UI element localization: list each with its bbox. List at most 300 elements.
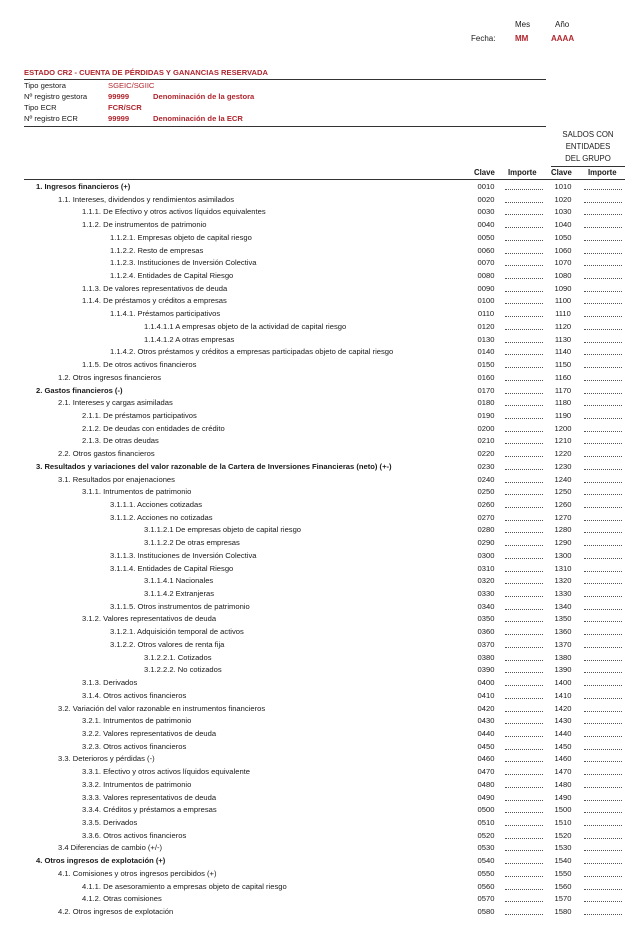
importe-grupo-field[interactable]: [584, 660, 622, 661]
row-label: 3.2. Variación del valor razonable en instrumentos financieros: [58, 703, 266, 713]
row-clave: 0170: [477, 385, 495, 395]
table-row: [0, 372, 639, 385]
importe-field[interactable]: [505, 850, 543, 851]
row-clave-grupo: 1350: [554, 614, 572, 624]
row-label: 3.1.2.2. Otros valores de renta fija: [110, 639, 225, 649]
row-clave-grupo: 1330: [554, 589, 572, 599]
col-importe-1: Importe: [508, 168, 537, 177]
row-clave: 0550: [477, 868, 495, 878]
table-row: [0, 626, 639, 639]
table-row: [0, 486, 639, 499]
importe-field[interactable]: [505, 774, 543, 775]
row-clave: 0130: [477, 334, 495, 344]
row-label: 1.1.4.1.1 A empresas objeto de la actividad de capital riesgo: [144, 321, 347, 331]
row-clave-grupo: 1480: [554, 779, 572, 789]
row-clave-grupo: 1520: [554, 830, 572, 840]
row-clave-grupo: 1100: [554, 296, 572, 306]
row-label: 3. Resultados y variaciones del valor razonable de la Cartera de Inversiones Financieras (neto) (+-): [36, 461, 392, 471]
row-clave-grupo: 1270: [554, 512, 572, 522]
row-clave: 0220: [477, 449, 495, 459]
importe-field[interactable]: [505, 647, 543, 648]
row-clave: 0110: [477, 309, 495, 319]
importe-grupo-field[interactable]: [584, 698, 622, 699]
table-row: [0, 206, 639, 219]
row-label: 4.1.2. Otras comisiones: [82, 894, 162, 904]
importe-grupo-field[interactable]: [584, 494, 622, 495]
row-clave: 0300: [477, 550, 495, 560]
row-clave: 0510: [477, 818, 495, 827]
importe-field[interactable]: [505, 596, 543, 597]
importe-field[interactable]: [505, 812, 543, 813]
importe-field[interactable]: [505, 456, 543, 457]
table-row: [0, 842, 639, 855]
importe-field[interactable]: [505, 723, 543, 724]
importe-grupo-field[interactable]: [584, 736, 622, 737]
row-label: 1.1.4.1. Préstamos participativos: [110, 309, 221, 319]
form-title: ESTADO CR2 - CUENTA DE PÉRDIDAS Y GANANCIAS RESERVADA: [24, 68, 269, 77]
row-clave-grupo: 1080: [554, 271, 572, 281]
importe-field[interactable]: [505, 825, 543, 826]
row-clave: 0370: [477, 639, 495, 649]
fecha-label: Fecha:: [471, 34, 496, 43]
table-row: [0, 639, 639, 652]
importe-field[interactable]: [505, 545, 543, 546]
row-label: 4. Otros ingresos de explotación (+): [36, 856, 166, 866]
table-row: [0, 219, 639, 232]
table-row: [0, 448, 639, 461]
importe-grupo-field[interactable]: [584, 583, 622, 584]
table-row: [0, 474, 639, 487]
row-clave: 0140: [477, 347, 495, 357]
importe-grupo-field[interactable]: [584, 787, 622, 788]
importe-field[interactable]: [505, 711, 543, 712]
table-row: [0, 397, 639, 410]
row-clave: 0400: [477, 678, 495, 688]
table-row: [0, 664, 639, 677]
row-clave: 0340: [477, 601, 495, 611]
table-row: [0, 245, 639, 258]
row-clave-grupo: 1500: [554, 805, 572, 815]
table-row: [0, 334, 639, 347]
table-row: [0, 321, 639, 334]
importe-grupo-field[interactable]: [584, 520, 622, 521]
importe-field[interactable]: [505, 316, 543, 317]
row-clave: 0190: [477, 410, 495, 420]
row-clave-grupo: 1170: [554, 385, 572, 395]
row-clave-grupo: 1130: [554, 334, 572, 344]
importe-grupo-field[interactable]: [584, 265, 622, 266]
importe-field[interactable]: [505, 749, 543, 750]
row-clave-grupo: 1510: [554, 818, 572, 827]
meta-value: 99999: [108, 114, 130, 123]
row-clave: 0480: [477, 779, 495, 789]
importe-grupo-field[interactable]: [584, 507, 622, 508]
row-clave: 0080: [477, 271, 495, 281]
row-clave: 0070: [477, 258, 495, 268]
row-clave-grupo: 1280: [554, 525, 572, 535]
importe-grupo-field[interactable]: [584, 418, 622, 419]
table-row: [0, 499, 639, 512]
row-clave: 0460: [477, 754, 495, 764]
row-clave-grupo: 1150: [554, 360, 572, 370]
row-clave-grupo: 1060: [554, 245, 572, 255]
row-clave: 0540: [477, 856, 495, 866]
group-header-rule: [551, 166, 625, 167]
importe-grupo-field[interactable]: [584, 800, 622, 801]
row-clave-grupo: 1400: [554, 678, 572, 688]
row-label: 3.1.1.1. Acciones cotizadas: [110, 500, 203, 509]
table-row: [0, 308, 639, 321]
row-label: 3.1.2.2.1. Cotizados: [144, 652, 212, 662]
importe-grupo-field[interactable]: [584, 354, 622, 355]
table-row: [0, 690, 639, 703]
row-clave: 0050: [477, 232, 495, 242]
importe-field[interactable]: [505, 532, 543, 533]
row-label: 2.1.2. De deudas con entidades de crédito: [82, 423, 225, 433]
table-row: [0, 893, 639, 906]
row-label: 1.1.4.2. Otros préstamos y créditos a empresas participadas objeto de capital riesgo: [110, 347, 394, 357]
importe-field[interactable]: [505, 278, 543, 279]
row-clave: 0270: [477, 512, 495, 522]
importe-field[interactable]: [505, 761, 543, 762]
col-clave-2: Clave: [551, 168, 572, 177]
importe-field[interactable]: [505, 227, 543, 228]
row-label: 1.1.3. De valores representativos de deuda: [82, 283, 228, 293]
meta-extra: Denominación de la gestora: [153, 92, 255, 101]
importe-grupo-field[interactable]: [584, 393, 622, 394]
row-label: 3.1.3. Derivados: [82, 678, 138, 688]
importe-grupo-field[interactable]: [584, 482, 622, 483]
importe-field[interactable]: [505, 558, 543, 559]
importe-grupo-field[interactable]: [584, 761, 622, 762]
row-clave: 0030: [477, 207, 495, 217]
meta-label: Nº registro gestora: [24, 92, 88, 101]
anio-label: Año: [555, 20, 570, 29]
row-clave-grupo: 1550: [554, 868, 572, 878]
table-row: [0, 385, 639, 398]
importe-field[interactable]: [505, 672, 543, 673]
importe-grupo-field[interactable]: [584, 723, 622, 724]
row-label: 3.3.1. Efectivo y otros activos líquidos equivalente: [82, 767, 251, 777]
row-label: 3.3.6. Otros activos financieros: [82, 830, 187, 840]
row-clave-grupo: 1140: [554, 347, 572, 357]
meta-value: SGEIC/SGIIC: [108, 81, 155, 90]
importe-field[interactable]: [505, 291, 543, 292]
importe-field[interactable]: [505, 367, 543, 368]
row-clave: 0160: [477, 372, 495, 382]
row-clave-grupo: 1190: [554, 410, 572, 420]
importe-grupo-field[interactable]: [584, 227, 622, 228]
row-label: 3.1.2. Valores representativos de deuda: [82, 614, 217, 624]
row-clave-grupo: 1090: [554, 283, 572, 293]
row-label: 3.1.1. Intrumentos de patrimonio: [82, 487, 192, 497]
row-clave: 0360: [477, 627, 495, 637]
importe-field[interactable]: [505, 329, 543, 330]
importe-field[interactable]: [505, 393, 543, 394]
row-label: 3.3.5. Derivados: [82, 818, 138, 827]
row-clave: 0260: [477, 500, 495, 509]
importe-grupo-field[interactable]: [584, 367, 622, 368]
row-clave-grupo: 1110: [555, 309, 571, 319]
importe-grupo-field[interactable]: [584, 634, 622, 635]
importe-grupo-field[interactable]: [584, 316, 622, 317]
importe-grupo-field[interactable]: [584, 863, 622, 864]
row-label: 1.2. Otros ingresos financieros: [58, 372, 161, 382]
importe-grupo-field[interactable]: [584, 545, 622, 546]
row-label: 3.1. Resultados por enajenaciones: [58, 474, 175, 484]
importe-field[interactable]: [505, 520, 543, 521]
meta-label: Tipo gestora: [24, 81, 66, 90]
row-label: 1.1.2.1. Empresas objeto de capital riesgo: [110, 232, 252, 242]
row-label: 1.1.2.3. Instituciones de Inversión Colectiva: [110, 258, 257, 268]
row-label: 1.1.4.1.2 A otras empresas: [144, 334, 235, 344]
table-row: [0, 537, 639, 550]
row-clave-grupo: 1430: [554, 716, 572, 726]
importe-field[interactable]: [505, 685, 543, 686]
importe-field[interactable]: [505, 634, 543, 635]
importe-field[interactable]: [505, 431, 543, 432]
importe-grupo-field[interactable]: [584, 749, 622, 750]
table-row: [0, 868, 639, 881]
row-clave-grupo: 1050: [554, 232, 572, 242]
row-clave: 0350: [477, 614, 495, 624]
row-clave-grupo: 1160: [554, 372, 572, 382]
importe-field[interactable]: [505, 405, 543, 406]
importe-grupo-field[interactable]: [584, 443, 622, 444]
importe-grupo-field[interactable]: [584, 329, 622, 330]
importe-field[interactable]: [505, 214, 543, 215]
row-clave: 0390: [477, 665, 495, 675]
row-clave-grupo: 1120: [554, 321, 572, 331]
table-row: [0, 677, 639, 690]
row-clave-grupo: 1030: [554, 207, 572, 217]
row-label: 3.1.2.1. Adquisición temporal de activos: [110, 627, 244, 637]
importe-field[interactable]: [505, 800, 543, 801]
row-label: 2.1.3. De otras deudas: [82, 436, 159, 446]
meta-rule: [24, 126, 546, 127]
importe-field[interactable]: [505, 482, 543, 483]
row-clave: 0530: [477, 843, 495, 853]
importe-grupo-field[interactable]: [584, 189, 622, 190]
table-row: [0, 194, 639, 207]
col-clave-1: Clave: [474, 168, 495, 177]
importe-field[interactable]: [505, 571, 543, 572]
importe-grupo-field[interactable]: [584, 621, 622, 622]
importe-field[interactable]: [505, 609, 543, 610]
importe-grupo-field[interactable]: [584, 914, 622, 915]
mes-label: Mes: [515, 20, 531, 29]
row-clave-grupo: 1200: [554, 423, 572, 433]
importe-field[interactable]: [505, 787, 543, 788]
importe-grupo-field[interactable]: [584, 456, 622, 457]
importe-field[interactable]: [505, 914, 543, 915]
importe-grupo-field[interactable]: [584, 469, 622, 470]
row-clave: 0090: [477, 283, 495, 293]
importe-field[interactable]: [505, 189, 543, 190]
table-row: [0, 753, 639, 766]
group-header-line: DEL GRUPO: [565, 154, 611, 163]
importe-grupo-field[interactable]: [584, 812, 622, 813]
row-label: 3.1.1.2.1 De empresas objeto de capital riesgo: [144, 525, 302, 535]
importe-field[interactable]: [505, 443, 543, 444]
row-clave-grupo: 1580: [554, 907, 572, 917]
importe-grupo-field[interactable]: [584, 571, 622, 572]
row-clave: 0010: [477, 182, 495, 191]
importe-field[interactable]: [505, 303, 543, 304]
importe-field[interactable]: [505, 265, 543, 266]
importe-grupo-field[interactable]: [584, 647, 622, 648]
table-row: [0, 703, 639, 716]
row-clave-grupo: 1570: [554, 894, 572, 904]
row-label: 3.1.1.2.2 De otras empresas: [144, 538, 240, 548]
table-row: [0, 715, 639, 728]
importe-grupo-field[interactable]: [584, 303, 622, 304]
importe-grupo-field[interactable]: [584, 253, 622, 254]
table-row: [0, 881, 639, 894]
row-label: 3.1.1.5. Otros instrumentos de patrimonio: [110, 601, 250, 611]
meta-extra: Denominación de la ECR: [153, 114, 243, 123]
importe-grupo-field[interactable]: [584, 825, 622, 826]
importe-grupo-field[interactable]: [584, 876, 622, 877]
row-clave: 0200: [477, 423, 495, 433]
importe-field[interactable]: [505, 380, 543, 381]
importe-field[interactable]: [505, 876, 543, 877]
importe-field[interactable]: [505, 838, 543, 839]
importe-grupo-field[interactable]: [584, 202, 622, 203]
table-row: [0, 804, 639, 817]
table-row: [0, 410, 639, 423]
row-clave-grupo: 1320: [554, 576, 572, 586]
row-clave: 0280: [477, 525, 495, 535]
row-label: 2.1.1. De préstamos participativos: [82, 410, 197, 420]
row-clave-grupo: 1180: [554, 398, 572, 408]
row-clave-grupo: 1560: [554, 881, 572, 891]
importe-field[interactable]: [505, 469, 543, 470]
row-clave-grupo: 1540: [554, 856, 572, 866]
table-row: [0, 563, 639, 576]
table-row: [0, 652, 639, 665]
importe-field[interactable]: [505, 698, 543, 699]
table-row: [0, 792, 639, 805]
row-clave-grupo: 1450: [554, 741, 572, 751]
importe-field[interactable]: [505, 240, 543, 241]
row-clave-grupo: 1460: [554, 754, 572, 764]
row-clave: 0560: [477, 881, 495, 891]
row-clave-grupo: 1260: [554, 500, 572, 509]
row-label: 1. Ingresos financieros (+): [36, 182, 131, 191]
importe-grupo-field[interactable]: [584, 278, 622, 279]
importe-grupo-field[interactable]: [584, 405, 622, 406]
row-clave: 0450: [477, 741, 495, 751]
row-label: 3.2.1. Intrumentos de patrimonio: [82, 716, 192, 726]
table-row: [0, 270, 639, 283]
importe-grupo-field[interactable]: [584, 214, 622, 215]
row-label: 3.4 Diferencias de cambio (+/-): [58, 843, 163, 853]
importe-grupo-field[interactable]: [584, 672, 622, 673]
importe-grupo-field[interactable]: [584, 558, 622, 559]
importe-grupo-field[interactable]: [584, 596, 622, 597]
importe-field[interactable]: [505, 418, 543, 419]
row-clave-grupo: 1310: [554, 563, 572, 573]
importe-field[interactable]: [505, 901, 543, 902]
table-row: [0, 601, 639, 614]
table-row: [0, 423, 639, 436]
importe-field[interactable]: [505, 621, 543, 622]
importe-grupo-field[interactable]: [584, 291, 622, 292]
importe-field[interactable]: [505, 507, 543, 508]
row-clave-grupo: 1250: [554, 487, 572, 497]
importe-field[interactable]: [505, 889, 543, 890]
importe-grupo-field[interactable]: [584, 380, 622, 381]
table-row: [0, 461, 639, 474]
row-label: 1.1.2. De instrumentos de patrimonio: [82, 220, 207, 230]
table-row: [0, 728, 639, 741]
importe-grupo-field[interactable]: [584, 342, 622, 343]
row-label: 3.3.2. Intrumentos de patrimonio: [82, 779, 192, 789]
row-clave: 0520: [477, 830, 495, 840]
importe-grupo-field[interactable]: [584, 240, 622, 241]
row-clave: 0120: [477, 321, 495, 331]
importe-grupo-field[interactable]: [584, 532, 622, 533]
form-metadata: [0, 81, 639, 129]
col-importe-2: Importe: [588, 168, 617, 177]
importe-grupo-field[interactable]: [584, 774, 622, 775]
row-clave: 0180: [477, 398, 495, 408]
row-clave: 0290: [477, 538, 495, 548]
row-clave-grupo: 1240: [554, 474, 572, 484]
row-clave: 0570: [477, 894, 495, 904]
importe-grupo-field[interactable]: [584, 431, 622, 432]
meta-row-tipo-gestora: [0, 81, 639, 92]
importe-field[interactable]: [505, 354, 543, 355]
row-clave-grupo: 1440: [554, 728, 572, 738]
importe-field[interactable]: [505, 583, 543, 584]
row-label: 4.2. Otros ingresos de explotación: [58, 907, 174, 917]
importe-grupo-field[interactable]: [584, 838, 622, 839]
meta-row-registro-ecr: [0, 114, 639, 125]
row-label: 2.2. Otros gastos financieros: [58, 449, 155, 459]
row-label: 3.1.1.2. Acciones no cotizadas: [110, 512, 213, 522]
importe-grupo-field[interactable]: [584, 901, 622, 902]
importe-grupo-field[interactable]: [584, 850, 622, 851]
importe-grupo-field[interactable]: [584, 889, 622, 890]
row-label: 1.1.4. De préstamos y créditos a empresas: [82, 296, 227, 306]
row-clave: 0430: [477, 716, 495, 726]
row-label: 1.1.5. De otros activos financieros: [82, 360, 197, 370]
importe-grupo-field[interactable]: [584, 685, 622, 686]
importe-field[interactable]: [505, 660, 543, 661]
importe-field[interactable]: [505, 494, 543, 495]
importe-field[interactable]: [505, 342, 543, 343]
meta-label: Tipo ECR: [24, 103, 57, 112]
table-row: [0, 779, 639, 792]
table-row: [0, 550, 639, 563]
meta-row-registro-gestora: [0, 92, 639, 103]
importe-field[interactable]: [505, 863, 543, 864]
title-rule: [24, 79, 546, 80]
importe-field[interactable]: [505, 202, 543, 203]
row-clave: 0240: [477, 474, 495, 484]
table-row: [0, 181, 639, 194]
importe-grupo-field[interactable]: [584, 609, 622, 610]
importe-field[interactable]: [505, 736, 543, 737]
table-row: [0, 830, 639, 843]
row-clave-grupo: 1220: [554, 449, 572, 459]
row-clave-grupo: 1530: [554, 843, 572, 853]
table-row: [0, 588, 639, 601]
importe-field[interactable]: [505, 253, 543, 254]
importe-grupo-field[interactable]: [584, 711, 622, 712]
